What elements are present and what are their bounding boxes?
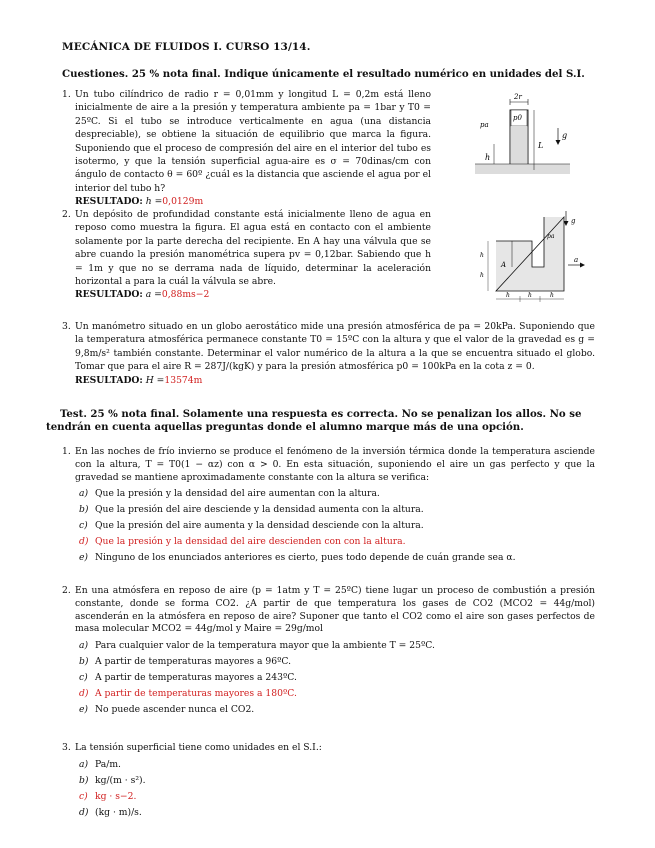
fig2-label-h4: h [528,292,532,299]
test-heading: Test. 25 % nota final. Solamente una respuesta es correcta. No se penalizan los allos. No se tendrán en cuenta aquellas preguntas donde el alumno marque más de una opción. [46,408,582,433]
figure-tank [470,205,590,305]
cuestion-2-result: RESULTADO: a =0,88ms−2 [75,289,210,301]
test-1-option-c[interactable]: c) Que la presión del aire aumenta y la densidad desciende con la altura. [79,520,424,532]
test-2-option-e[interactable]: e) No puede ascender nunca el CO2. [79,704,255,716]
page-title: MECÁNICA DE FLUIDOS I. CURSO 13/14. [62,41,311,53]
cuestion-2 [62,208,431,302]
fig2-label-A: A [501,261,507,269]
fig1-label-g: g [562,131,568,140]
cuestion-3-text: Un manómetro situado en un globo aerostático mide una presión atmosférica de pa = 20kPa. Suponiendo que la temperatura atmosférica permanece constante T0 = 15ºC con la altura y que el valor de la gravedad es g = 9,8m/s² también constante. Determinar el valor numérico de la altura a la que se encuentra situado el globo. Tomar que para el aire R = 287J/(kgK) y para la presión atmosférica p0 = 100kPa en la cota z = 0. [75,321,595,373]
test-1-text: En las noches de frío invierno se produce el fenómeno de la inversión térmica donde la temperatura asciende con la altura, T = T0(1 − αz) con α > 0. En esta situación, suponiendo el aire un gas perfecto y que la gravedad se mantiene aproximadamente constante con la altura se verifica: [75,446,595,483]
cuestion-1 [62,88,431,209]
fig1-label-L: L [538,141,544,150]
test-1-option-b[interactable]: b) Que la presión del aire desciende y la densidad aumenta con la altura. [79,504,424,516]
test-2-options [75,638,595,718]
fig2-label-g: g [571,217,576,225]
fig2-label-a: a [574,256,579,264]
cuestion-3-result: RESULTADO: H =13574m [75,374,203,386]
cuestion-3 [62,320,595,387]
cuestion-1-result: RESULTADO: h =0,0129m [75,196,204,208]
fig2-label-pa: pa [547,233,555,240]
cuestion-3-result-value: 13574m [164,374,203,386]
cuestiones-heading: Cuestiones. 25 % nota final. Indique únicamente el resultado numérico en unidades del S.I. [62,68,585,80]
test-1-option-a[interactable]: a) Que la presión y la densidad del aire aumentan con la altura. [79,488,380,500]
cuestion-2-result-value: 0,88ms−2 [161,289,210,301]
test-1-option-d[interactable]: d) Que la presión y la densidad del aire descienden con con la altura. [79,536,406,548]
test-1-options [75,486,595,566]
cuestion-1-number: 1. [62,89,71,100]
fig1-label-2r: 2r [514,93,522,101]
fig2-label-h5: h [550,292,554,299]
cuestion-1-text: Un tubo cilíndrico de radio r = 0,01mm y longitud L = 0,2m está lleno inicialmente de aire a la presión y temperatura ambiente pa = 1bar y T0 = 25ºC. Si el tubo se introduce verticalmente en agua (una distancia despreciable), se obtiene la situación de equilibrio que marca la figura. Suponiendo que el proceso de compresión del aire en el interior del tubo es isotermo, y que la tensión superficial agua-aire es σ = 70dinas/cm con ángulo de contacto θ = 60º ¿cuál es la distancia que asciende el agua por el interior del tubo h? [75,89,431,194]
test-3-number: 3. [62,742,71,753]
fig1-label-pa: pa [480,121,489,129]
figure-capillary-tube [470,90,580,185]
fig2-label-h3: h [506,292,510,299]
test-2-option-a[interactable]: a) Para cualquier valor de la temperatura mayor que la ambiente T = 25ºC. [79,640,435,652]
test-3-options [75,757,595,821]
test-3 [62,742,595,821]
cuestion-1-result-value: 0,0129m [162,196,204,208]
cuestion-2-text: Un depósito de profundidad constante está inicialmente lleno de agua en reposo como muestra la figura. El agua está en contacto con el ambiente solamente por la parte derecha del recipiente. En A hay una válvula que se abre cuando la presión manométrica supera pv = 0,12bar. Sabiendo que h = 1m y que no se derrama nada de líquido, determinar la aceleración horizontal a para la cuál la válvula se abre. [75,209,431,288]
test-2-option-b[interactable]: b) A partir de temperaturas mayores a 96ºC. [79,656,292,668]
cuestion-2-number: 2. [62,209,71,220]
cuestion-3-number: 3. [62,321,71,332]
test-3-option-a[interactable]: a) Pa/m. [79,758,121,770]
test-1-option-e[interactable]: e) Ninguno de los enunciados anteriores es cierto, pues todo depende de cuán grande sea α. [79,552,516,564]
test-3-option-d[interactable]: d) (kg · m)/s. [79,806,142,818]
test-2-text: En una atmósfera en reposo de aire (p = 1atm y T = 25ºC) tiene lugar un proceso de combustión a presión constante, donde se forma CO2. ¿A partir de que temperatura los gases de CO2 (MCO2 = 44g/mol) ascenderán en la atmósfera en reposo de aire? Suponer que tanto el CO2 como el aire son gases perfectos de masa molecular MCO2 = 44g/mol y Maire = 29g/mol [75,585,595,635]
test-1 [62,446,595,566]
fig2-label-h2: h [480,272,484,279]
fig1-label-h: h [485,153,491,162]
test-2-option-c[interactable]: c) A partir de temperaturas mayores a 243ºC. [79,672,297,684]
fig1-label-p0: p0 [513,114,522,122]
test-2-number: 2. [62,585,71,596]
test-2-option-d[interactable]: d) A partir de temperaturas mayores a 180ºC. [79,688,297,700]
test-3-text: La tensión superficial tiene como unidades en el S.I.: [75,742,322,753]
test-2 [62,585,595,718]
fig2-label-h1: h [480,252,484,259]
test-3-option-c[interactable]: c) kg · s−2. [79,790,137,802]
test-3-option-b[interactable]: b) kg/(m · s²). [79,774,146,786]
test-1-number: 1. [62,446,71,457]
